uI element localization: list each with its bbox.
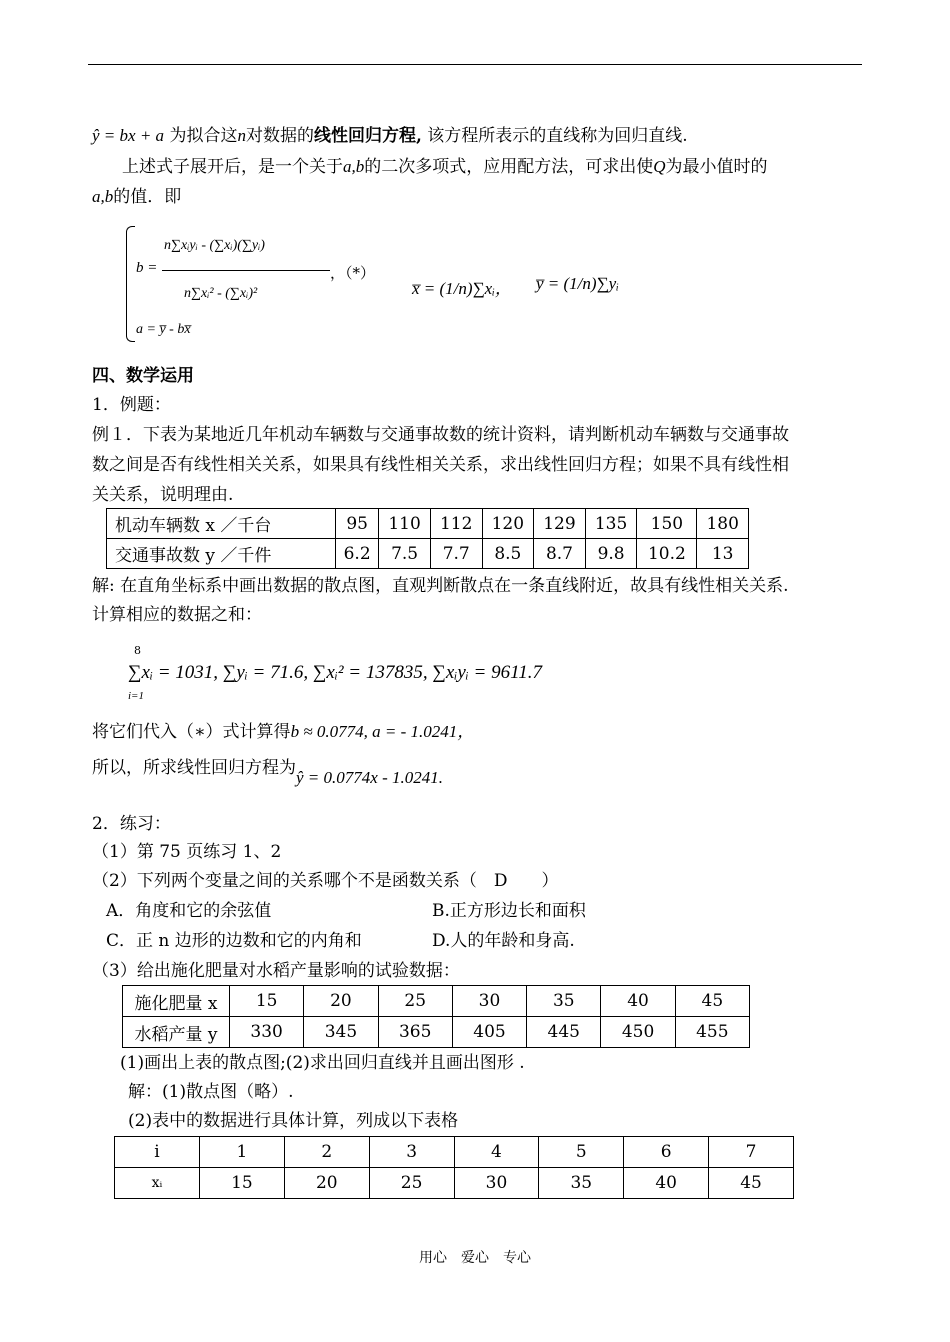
table-cell: 7.7: [430, 539, 482, 569]
regression-equation: ŷ = bx + a: [92, 126, 165, 145]
row-label: 水稻产量 y: [123, 1017, 230, 1048]
table-cell: 40: [624, 1168, 709, 1199]
b-denominator: n∑xᵢ² - (∑xᵢ)²: [184, 286, 258, 301]
table-cell: 95: [336, 509, 379, 539]
table-cell: 8.5: [482, 539, 534, 569]
practice-heading: 2．练习：: [92, 814, 171, 834]
option-b: B.正方形边长和面积: [432, 901, 586, 921]
b-lhs: b =: [136, 260, 158, 276]
para2-text-b: 的二次多项式，应用配方法，可求出使: [364, 157, 654, 177]
header-rule: [88, 64, 862, 65]
practice-item-1: （1）第 75 页练习 1、2: [92, 842, 282, 862]
sum-lower-limit: i=1: [128, 690, 144, 702]
option-c: C．正 n 边形的边数和它的内角和: [106, 931, 362, 951]
intro-bold: 线性回归方程,: [313, 126, 422, 146]
table-row: [115, 1168, 794, 1199]
formula-block: [126, 224, 646, 344]
vehicle-accident-table: [106, 508, 749, 569]
table-cell: 45: [709, 1168, 794, 1199]
table-cell: 345: [304, 1017, 378, 1048]
table-cell: 455: [675, 1017, 749, 1048]
table-cell: 15: [200, 1168, 285, 1199]
para2-line2: [92, 185, 181, 209]
computation-table: [114, 1136, 794, 1199]
example1-line3: 关关系，说明理由.: [92, 485, 234, 505]
table-cell: 10.2: [637, 539, 697, 569]
sums-block: [128, 646, 648, 706]
table-cell: 1: [200, 1137, 285, 1168]
solution-line4: [92, 756, 443, 787]
xbar-formula: x̅ = (1/n)∑xᵢ，: [412, 279, 512, 298]
table-row: [107, 539, 749, 569]
solution-line1: 解: 在直角坐标系中画出数据的散点图，直观判断散点在一条直线附近，故具有线性相关关系.: [92, 576, 789, 596]
para2-text-d: 的值．即: [113, 187, 182, 207]
star-mark: ，（*）: [330, 264, 376, 282]
table-cell: 20: [304, 986, 378, 1017]
section-heading: 四、数学运用: [92, 366, 194, 386]
table-row: [123, 1017, 750, 1048]
regression-result: ŷ = 0.0774x - 1.0241.: [296, 768, 443, 787]
table-cell: 450: [601, 1017, 675, 1048]
table-cell: 25: [378, 986, 452, 1017]
row-label: xᵢ: [115, 1168, 200, 1199]
intro-text-3: 该方程所表示的直线称为回归直线.: [421, 126, 688, 146]
table-cell: 150: [637, 509, 697, 539]
row-label: 交通事故数 y ／千件: [107, 539, 336, 569]
table-cell: 5: [539, 1137, 624, 1168]
table-cell: 6.2: [336, 539, 379, 569]
table-cell: 120: [482, 509, 534, 539]
table-cell: 365: [378, 1017, 452, 1048]
table-cell: 35: [539, 1168, 624, 1199]
page-footer: 用心 爱心 专心: [419, 1250, 531, 1266]
para2-text-c: 为最小值时的: [665, 157, 768, 177]
option-a: A．角度和它的余弦值: [106, 901, 272, 921]
after-table2-line1: (1)画出上表的散点图;(2)求出回归直线并且画出图形 .: [120, 1053, 525, 1073]
table-row: [107, 509, 749, 539]
brace: [126, 226, 135, 342]
option-d: D.人的年龄和身高.: [432, 931, 575, 951]
table-cell: 20: [284, 1168, 369, 1199]
table-cell: 3: [369, 1137, 454, 1168]
table-cell: 35: [527, 986, 601, 1017]
row-label: 机动车辆数 x ／千台: [107, 509, 336, 539]
sum-upper-limit: 8: [134, 644, 141, 657]
ybar-formula: y̅ = (1/n)∑yᵢ: [536, 274, 619, 293]
table-cell: 7: [709, 1137, 794, 1168]
table-row: [115, 1137, 794, 1168]
table-cell: 15: [230, 986, 304, 1017]
table-cell: 6: [624, 1137, 709, 1168]
table-cell: 8.7: [534, 539, 586, 569]
practice-item-3: （3）给出施化肥量对水稻产量影响的试验数据：: [92, 961, 460, 981]
para2-ab: a,b: [343, 157, 365, 176]
table-cell: 180: [697, 509, 749, 539]
para2-q: Q: [653, 157, 666, 176]
table-cell: 110: [379, 509, 431, 539]
table-cell: 112: [430, 509, 482, 539]
solution-text-4a: 所以，所求线性回归方程为: [92, 758, 296, 778]
intro-text-1: 为拟合这: [169, 126, 238, 146]
row-label: 施化肥量 x: [123, 986, 230, 1017]
intro-line: [92, 124, 688, 148]
para2-text-a: 上述式子展开后，是一个关于: [122, 157, 343, 177]
table-cell: 30: [454, 1168, 539, 1199]
table-cell: 40: [601, 986, 675, 1017]
table-cell: 2: [284, 1137, 369, 1168]
table-cell: 45: [675, 986, 749, 1017]
row-label: i: [115, 1137, 200, 1168]
table-row: [123, 986, 750, 1017]
table-cell: 25: [369, 1168, 454, 1199]
after-table2-line3: (2)表中的数据进行具体计算，列成以下表格: [128, 1111, 459, 1131]
example1-line1: 例１．下表为某地近几年机动车辆数与交通事故数的统计资料，请判断机动车辆数与交通事故: [92, 425, 789, 445]
intro-text-2: 对数据的: [245, 126, 314, 146]
para2-line1: [122, 155, 768, 179]
table-cell: 4: [454, 1137, 539, 1168]
intro-n: n: [237, 126, 246, 145]
solution-line3: [92, 720, 474, 744]
table-cell: 129: [534, 509, 586, 539]
a-equation: a = y̅ - bx̅: [136, 322, 191, 337]
after-table2-line2: 解：(1)散点图（略）.: [128, 1082, 294, 1102]
table-cell: 445: [527, 1017, 601, 1048]
table-cell: 330: [230, 1017, 304, 1048]
table-cell: 30: [452, 986, 526, 1017]
fertilizer-yield-table: [122, 985, 750, 1048]
b-numerator: n∑xᵢyᵢ - (∑xᵢ)(∑yᵢ): [164, 238, 265, 253]
para2-ab-2: a,b: [92, 187, 114, 206]
example1-line2: 数之间是否有线性相关关系，如果具有线性相关关系，求出线性回归方程；如果不具有线性相: [92, 455, 789, 475]
sums-formula: ∑xᵢ = 1031, ∑yᵢ = 71.6, ∑xᵢ² = 137835, ∑xᵢyᵢ = 9611.7: [128, 662, 542, 683]
solution-text-3a: 将它们代入（∗）式计算得: [92, 722, 291, 742]
practice-item-2: （2）下列两个变量之间的关系哪个不是函数关系（ D ）: [92, 871, 559, 891]
example-heading: 1．例题：: [92, 395, 171, 415]
fraction-bar: [162, 270, 330, 271]
solution-b-a-values: b ≈ 0.0774, a = - 1.0241，: [290, 722, 475, 741]
solution-line2: 计算相应的数据之和：: [92, 605, 262, 625]
table-cell: 405: [452, 1017, 526, 1048]
table-cell: 9.8: [585, 539, 637, 569]
table-cell: 7.5: [379, 539, 431, 569]
table-cell: 13: [697, 539, 749, 569]
table-cell: 135: [585, 509, 637, 539]
